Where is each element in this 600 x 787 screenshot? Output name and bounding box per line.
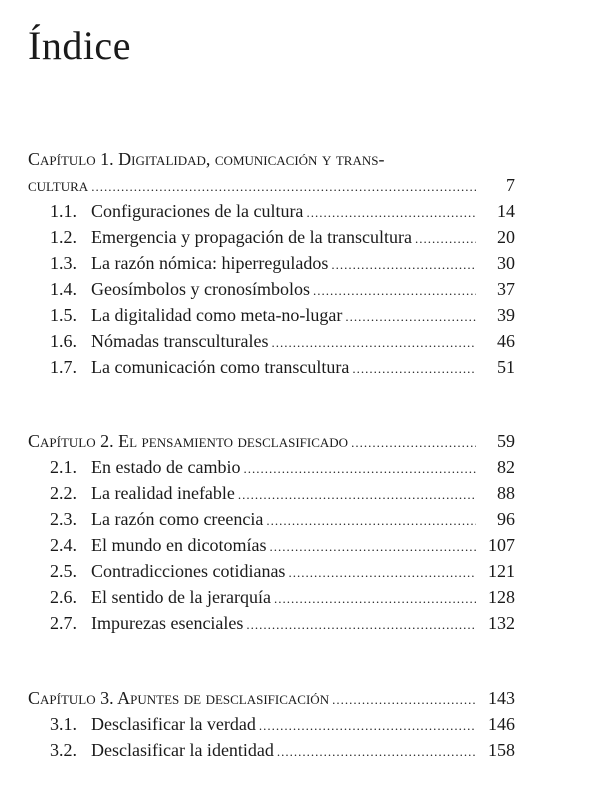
section-page: 96 <box>497 509 515 529</box>
section-page: 107 <box>488 535 515 555</box>
section-2-6 <box>28 584 515 610</box>
section-2-3 <box>28 506 515 532</box>
section-page: 46 <box>497 331 515 351</box>
dot-leader <box>274 586 476 612</box>
chapter-1 <box>28 146 515 380</box>
dot-leader <box>243 456 476 482</box>
section-title: Desclasificar la identidad <box>91 740 274 760</box>
section-1-2 <box>28 224 515 250</box>
section-title: En estado de cambio <box>91 457 241 477</box>
section-1-1 <box>28 198 515 224</box>
section-title: Geosímbolos y cronosímbolos <box>91 279 310 299</box>
dot-leader <box>246 612 476 638</box>
chapter-3 <box>28 685 515 763</box>
section-title: El mundo en dicotomías <box>91 535 267 555</box>
section-1-3 <box>28 250 515 276</box>
dot-leader <box>288 560 476 586</box>
dot-leader <box>266 508 476 534</box>
section-number: 2.5. <box>50 561 77 581</box>
section-title: Contradicciones cotidianas <box>91 561 286 581</box>
section-title: Emergencia y propagación de la transcultura <box>91 227 413 247</box>
section-title: Impurezas esenciales <box>91 613 244 633</box>
dot-leader <box>345 304 476 330</box>
section-page: 158 <box>488 740 515 760</box>
section-page: 30 <box>497 253 515 273</box>
dot-leader <box>351 430 476 456</box>
section-3-2 <box>28 737 515 763</box>
section-number: 3.1. <box>50 714 77 734</box>
chapter-1-heading: Capítulo 1. Digitalidad, comunicación y trans- <box>28 149 385 169</box>
dot-leader <box>415 226 476 252</box>
section-2-2 <box>28 480 515 506</box>
section-page: 128 <box>488 587 515 607</box>
dot-leader <box>352 356 476 382</box>
section-number: 3.2. <box>50 740 77 760</box>
section-number: 2.3. <box>50 509 77 529</box>
section-number: 2.6. <box>50 587 77 607</box>
section-page: 37 <box>497 279 515 299</box>
section-title: La realidad inefable <box>91 483 235 503</box>
section-title: Desclasificar la verdad <box>91 714 256 734</box>
section-2-1 <box>28 454 515 480</box>
section-number: 1.3. <box>50 253 77 273</box>
chapter-2 <box>28 428 515 636</box>
section-title: La digitalidad como meta-no-lugar <box>91 305 343 325</box>
section-page: 121 <box>488 561 515 581</box>
chapter-3-page: 143 <box>488 688 515 708</box>
dot-leader <box>259 713 476 739</box>
section-page: 132 <box>488 613 515 633</box>
section-3-1 <box>28 711 515 737</box>
dot-leader <box>238 482 476 508</box>
section-page: 82 <box>497 457 515 477</box>
section-title: La comunicación como transcultura <box>91 357 350 377</box>
section-number: 1.4. <box>50 279 77 299</box>
dot-leader <box>269 534 476 560</box>
dot-leader <box>277 739 476 765</box>
section-page: 51 <box>497 357 515 377</box>
section-title: Nómadas transculturales <box>91 331 269 351</box>
section-number: 2.7. <box>50 613 77 633</box>
chapter-3-heading: Capítulo 3. Apuntes de desclasificación <box>28 688 330 708</box>
chapter-3-heading-line <box>28 685 515 711</box>
section-title: El sentido de la jerarquía <box>91 587 271 607</box>
section-number: 1.7. <box>50 357 77 377</box>
chapter-1-heading-continuation <box>28 172 515 198</box>
section-number: 2.4. <box>50 535 77 555</box>
section-1-7 <box>28 354 515 380</box>
chapter-2-heading: Capítulo 2. El pensamiento desclasificado <box>28 431 349 451</box>
section-page: 39 <box>497 305 515 325</box>
chapter-1-page: 7 <box>506 175 515 195</box>
section-number: 1.6. <box>50 331 77 351</box>
page-title: Índice <box>28 23 131 68</box>
dot-leader <box>306 200 476 226</box>
section-title: La razón nómica: hiperregulados <box>91 253 329 273</box>
dot-leader <box>332 687 476 713</box>
section-1-4 <box>28 276 515 302</box>
dot-leader <box>271 330 476 356</box>
section-number: 1.5. <box>50 305 77 325</box>
section-page: 20 <box>497 227 515 247</box>
section-number: 2.1. <box>50 457 77 477</box>
dot-leader <box>313 278 476 304</box>
chapter-1-heading-line2: cultura <box>28 175 89 195</box>
section-1-6 <box>28 328 515 354</box>
section-number: 1.2. <box>50 227 77 247</box>
section-1-5 <box>28 302 515 328</box>
section-2-4 <box>28 532 515 558</box>
chapter-2-heading-line <box>28 428 515 454</box>
section-page: 14 <box>497 201 515 221</box>
section-page: 146 <box>488 714 515 734</box>
section-2-7 <box>28 610 515 636</box>
section-page: 88 <box>497 483 515 503</box>
chapter-2-page: 59 <box>497 431 515 451</box>
section-title: Configuraciones de la cultura <box>91 201 304 221</box>
section-number: 2.2. <box>50 483 77 503</box>
section-2-5 <box>28 558 515 584</box>
section-title: La razón como creencia <box>91 509 264 529</box>
dot-leader <box>331 252 476 278</box>
section-number: 1.1. <box>50 201 77 221</box>
dot-leader <box>91 174 476 200</box>
